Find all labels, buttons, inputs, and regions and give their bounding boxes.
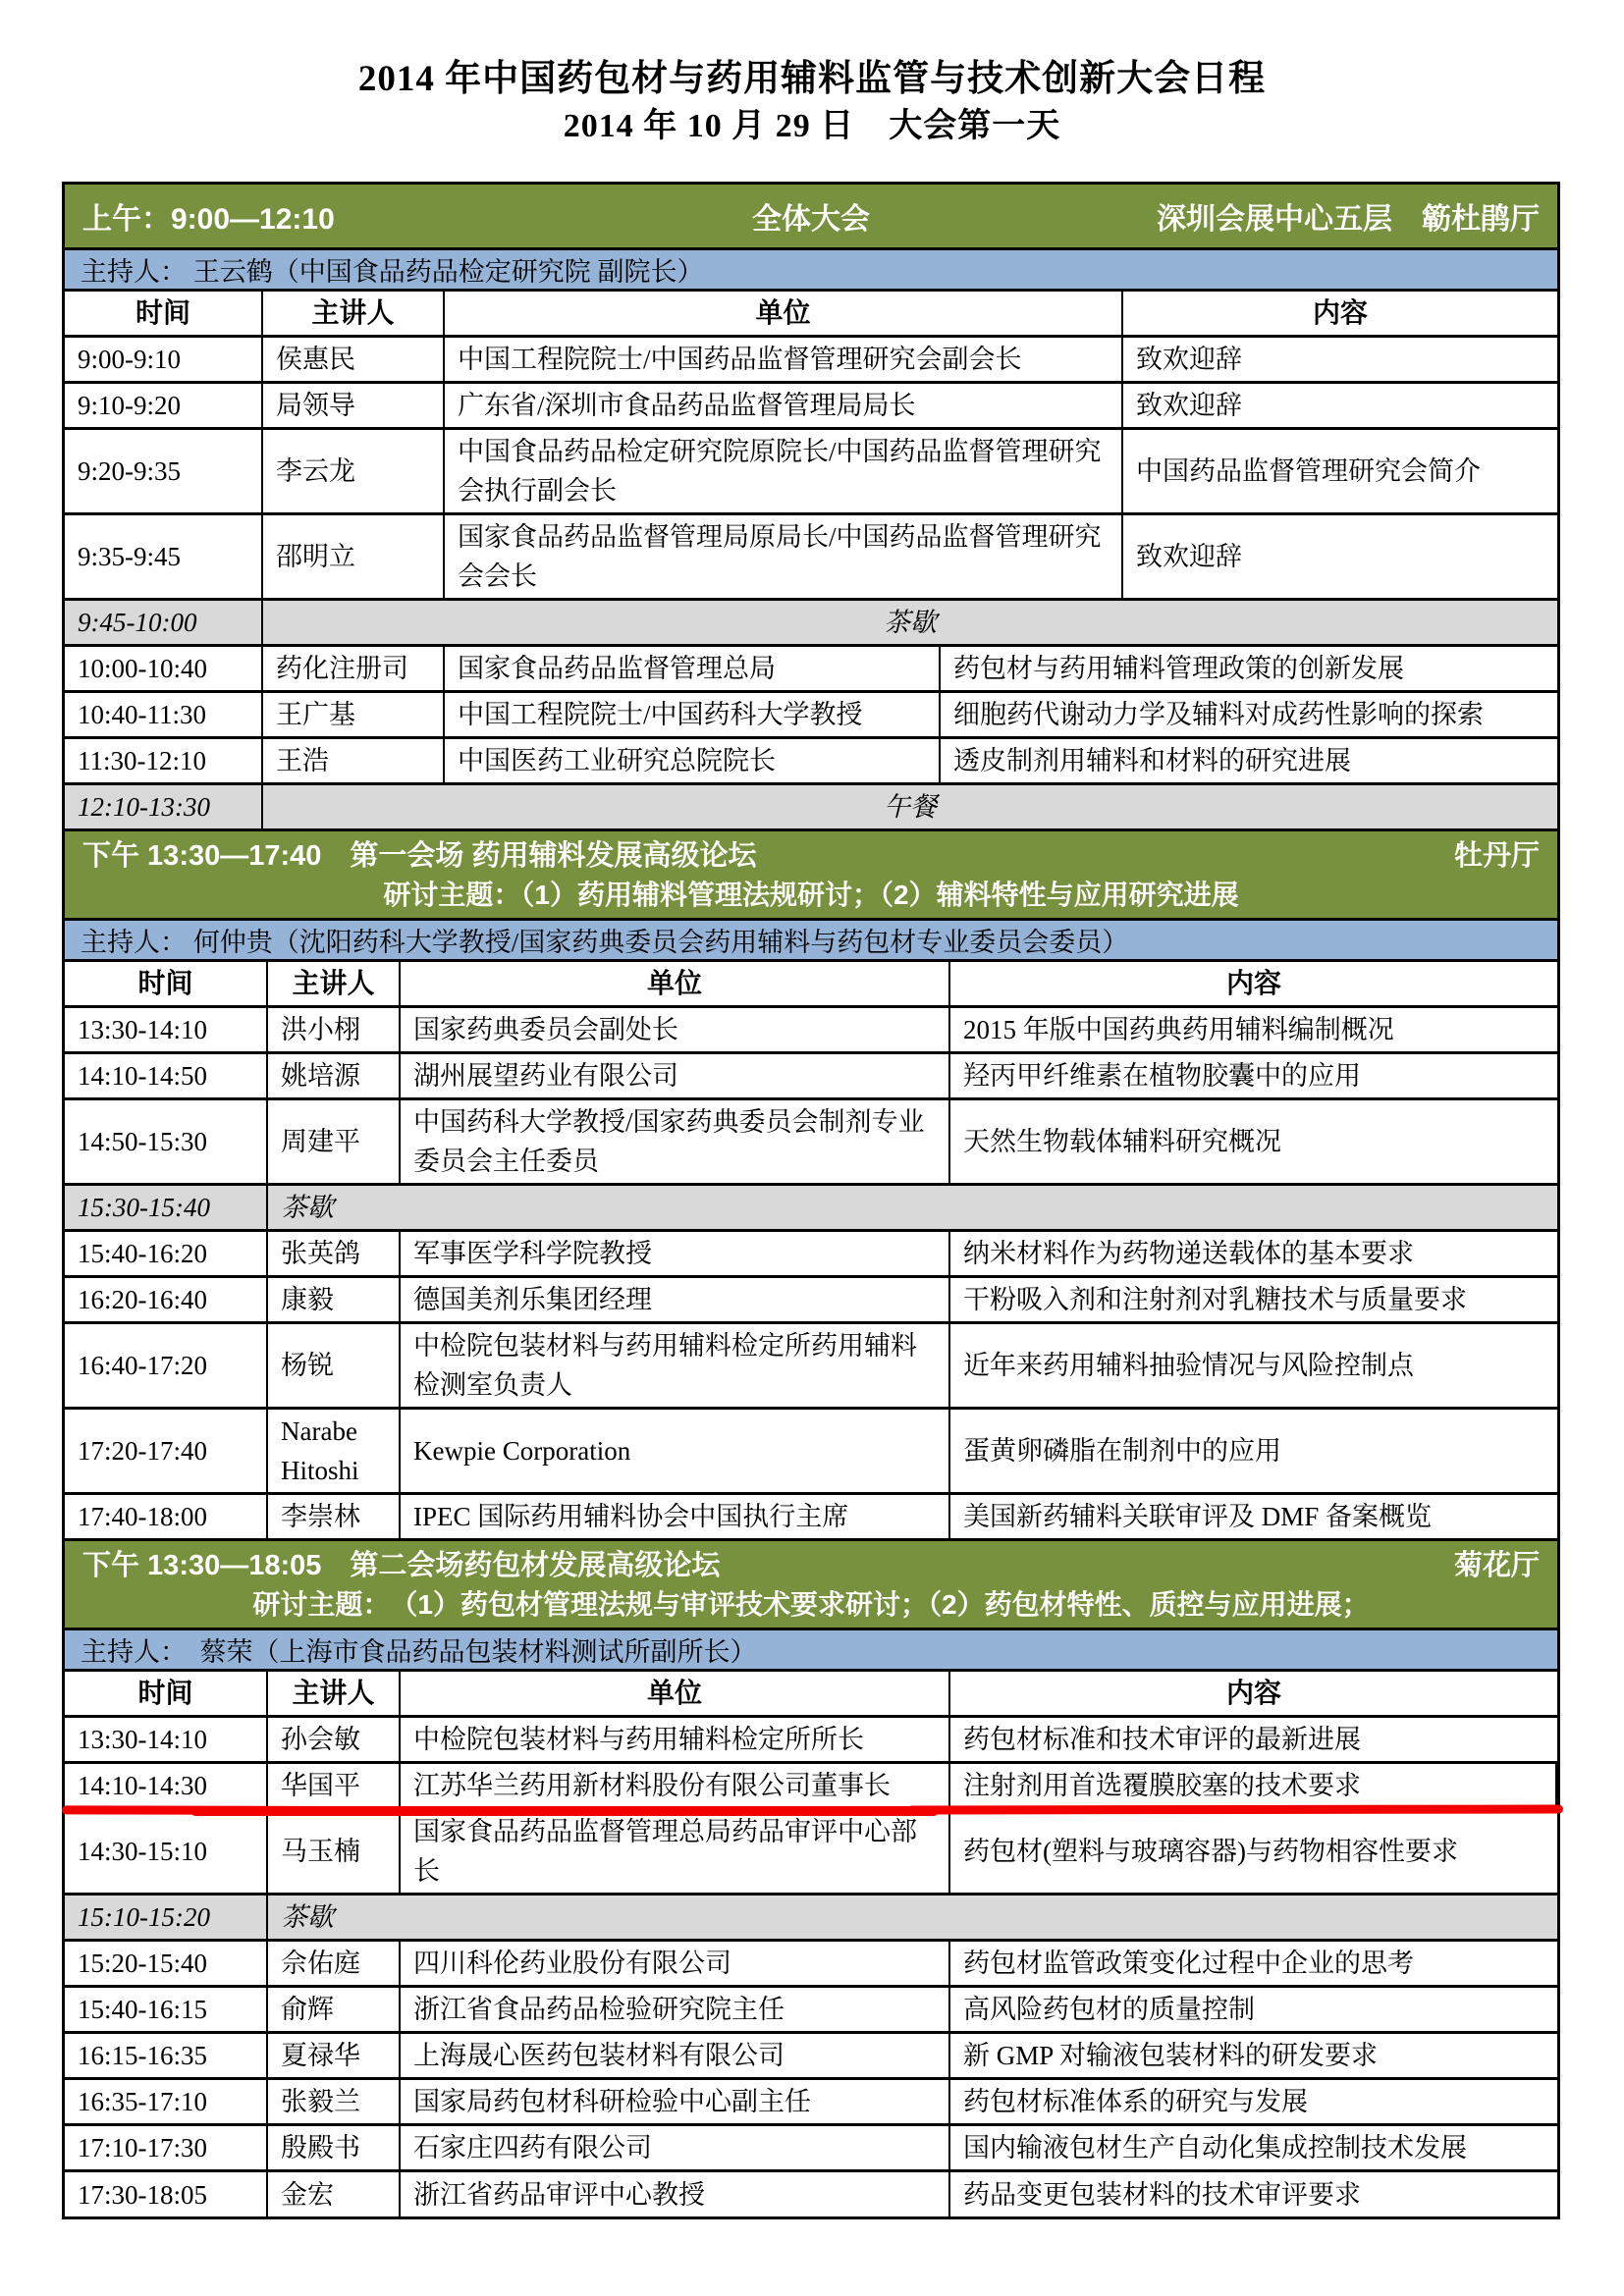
session-banner-line — [65, 831, 1557, 875]
speaker-cell: 周建平 — [268, 1100, 401, 1183]
session-excipients-forum — [65, 831, 1557, 1541]
session-banner-line — [65, 1541, 1557, 1584]
org-cell: 江苏华兰药用新材料股份有限公司董事长 — [401, 1764, 950, 1807]
org-cell: 中国食品药品检定研究院原院长/中国药品监督管理研究会执行副会长 — [445, 430, 1123, 512]
time-cell: 16:20-16:40 — [65, 1278, 268, 1321]
speaker-cell: 李云龙 — [263, 430, 445, 512]
org-cell: IPEC 国际药用辅料协会中国执行主席 — [401, 1495, 950, 1538]
speaker-cell: 王广基 — [263, 693, 445, 736]
org-cell: 广东省/深圳市食品药品监督管理局局长 — [445, 384, 1123, 427]
session-host-bar — [65, 1630, 1557, 1672]
break-label-cell: 午餐 — [884, 792, 937, 822]
speaker-cell: 侯惠民 — [263, 338, 445, 381]
schedule-row — [65, 739, 1557, 785]
session-time-range: 上午：9:00—12:10 — [82, 203, 335, 236]
org-cell: 四川科伦药业股份有限公司 — [401, 1942, 950, 1985]
session-room: 菊花厅 — [1453, 1549, 1540, 1581]
column-header-topic: 内容 — [1312, 297, 1368, 328]
time-cell: 16:15-16:35 — [65, 2034, 268, 2077]
session-room: 牡丹厅 — [1453, 839, 1540, 872]
column-header-org: 单位 — [401, 962, 950, 1005]
topic-cell: 羟丙甲纤维素在植物胶囊中的应用 — [963, 1061, 1361, 1091]
speaker-cell: 李崇林 — [268, 1495, 401, 1538]
speaker-cell: 局领导 — [263, 384, 445, 427]
time-cell: 9:10-9:20 — [65, 384, 263, 427]
topic-cell: 干粉吸入剂和注射剂对乳糖技术与质量要求 — [963, 1285, 1467, 1314]
column-header-time: 时间 — [65, 292, 263, 335]
org-cell: 国家食品药品监督管理局原局长/中国药品监督管理研究会会长 — [445, 515, 1123, 598]
speaker-cell: Narabe Hitoshi — [268, 1410, 401, 1492]
org-cell: 德国美剂乐集团经理 — [401, 1278, 950, 1321]
topic-cell: 天然生物载体辅料研究概况 — [963, 1127, 1281, 1156]
schedule-row — [65, 384, 1557, 430]
schedule-row — [65, 1278, 1557, 1324]
topic-cell: 药品变更包装材料的技术审评要求 — [963, 2179, 1361, 2210]
speaker-cell: 佘佑庭 — [268, 1942, 401, 1985]
column-header-speaker: 主讲人 — [268, 1672, 401, 1715]
topic-cell: 药包材(塑料与玻璃容器)与药物相容性要求 — [963, 1837, 1458, 1866]
column-header-topic: 内容 — [1225, 968, 1281, 998]
time-cell: 17:10-17:30 — [65, 2126, 268, 2169]
topic-cell: 注射剂用首选覆膜胶塞的技术要求 — [950, 1764, 1557, 1807]
break-time-cell: 15:30-15:40 — [65, 1186, 268, 1229]
column-header-org: 单位 — [445, 292, 1123, 335]
schedule-row — [65, 2080, 1557, 2126]
time-cell: 14:10-14:50 — [65, 1054, 268, 1097]
schedule-row — [65, 2034, 1557, 2080]
topic-cell: 蛋黄卵磷脂在制剂中的应用 — [963, 1436, 1281, 1466]
topic-cell: 药包材监管政策变化过程中企业的思考 — [963, 1949, 1414, 1978]
time-cell: 14:50-15:30 — [65, 1100, 268, 1183]
speaker-cell: 杨锐 — [268, 1324, 401, 1407]
column-header-row — [65, 1672, 1557, 1718]
break-row — [65, 785, 1557, 831]
speaker-cell: 俞辉 — [268, 1988, 401, 2031]
break-time-cell: 9:45-10:00 — [65, 601, 263, 644]
column-header-speaker: 主讲人 — [268, 962, 401, 1005]
agenda-table — [62, 182, 1560, 2219]
column-header-org: 单位 — [401, 1672, 950, 1715]
topic-cell: 纳米材料作为药物递送载体的基本要求 — [963, 1239, 1414, 1268]
org-cell: 湖州展望药业有限公司 — [401, 1054, 950, 1097]
time-cell: 16:40-17:20 — [65, 1324, 268, 1407]
topic-cell: 透皮制剂用辅料和材料的研究进展 — [953, 746, 1351, 775]
org-cell: 石家庄四药有限公司 — [401, 2126, 950, 2169]
org-cell: 国家食品药品监督管理总局药品审评中心部长 — [401, 1810, 950, 1893]
time-cell: 16:35-17:10 — [65, 2080, 268, 2123]
time-cell: 17:40-18:00 — [65, 1495, 268, 1538]
org-cell: 上海晟心医药包装材料有限公司 — [401, 2034, 950, 2077]
schedule-row — [65, 2126, 1557, 2172]
break-row — [65, 1186, 1557, 1232]
schedule-row — [65, 1410, 1557, 1495]
speaker-cell: 金宏 — [268, 2172, 401, 2216]
speaker-cell: 张毅兰 — [268, 2080, 401, 2123]
schedule-row — [65, 1764, 1557, 1810]
topic-cell: 药包材标准体系的研究与发展 — [963, 2087, 1308, 2116]
schedule-row — [65, 693, 1557, 739]
org-cell: 中国药科大学教授/国家药典委员会制剂专业委员会主任委员 — [401, 1100, 950, 1183]
red-underline-annotation — [907, 1805, 1563, 1815]
org-cell: 军事医学科学院教授 — [401, 1232, 950, 1275]
topic-cell: 高风险药包材的质量控制 — [963, 1995, 1255, 2024]
time-cell: 10:00-10:40 — [65, 647, 263, 690]
session-plenary — [65, 185, 1557, 831]
time-cell: 15:40-16:15 — [65, 1988, 268, 2031]
time-cell: 9:35-9:45 — [65, 515, 263, 598]
speaker-cell: 华国平 — [268, 1764, 401, 1807]
schedule-row — [65, 1054, 1557, 1100]
session-banner — [65, 1541, 1557, 1630]
session-title: 全体大会 — [752, 203, 870, 236]
time-cell: 17:30-18:05 — [65, 2172, 268, 2216]
org-cell: 国家局药包材科研检验中心副主任 — [401, 2080, 950, 2123]
session-host-text: 主持人： 王云鹤（中国食品药品检定研究院 副院长） — [81, 257, 704, 287]
break-time-cell: 12:10-13:30 — [65, 785, 263, 828]
schedule-row — [65, 1988, 1557, 2034]
topic-cell: 药包材标准和技术审评的最新进展 — [963, 1725, 1361, 1754]
session-banner — [65, 185, 1557, 250]
org-cell: 中国工程院院士/中国药品监督管理研究会副会长 — [445, 338, 1123, 381]
red-underline-annotation — [190, 1806, 939, 1816]
column-header-topic: 内容 — [1225, 1678, 1281, 1708]
org-cell: 国家药典委员会副处长 — [401, 1008, 950, 1051]
topic-cell: 致欢迎辞 — [1136, 391, 1242, 420]
time-cell: 13:30-14:10 — [65, 1008, 268, 1051]
time-cell: 17:20-17:40 — [65, 1410, 268, 1492]
break-label-cell: 茶歇 — [281, 1902, 334, 1932]
speaker-cell: 姚培源 — [268, 1054, 401, 1097]
document-title: 2014 年中国药包材与药用辅料监管与技术创新大会日程 — [357, 59, 1267, 99]
schedule-row — [65, 1718, 1557, 1764]
session-topics: 研讨主题： （1）药包材管理法规与审评技术要求研讨；（2）药包材特性、质控与应用进展； — [252, 1589, 1370, 1620]
schedule-row — [65, 1324, 1557, 1410]
schedule-row — [65, 1008, 1557, 1054]
session-time-range: 下午 13:30—17:40 第一会场 药用辅料发展高级论坛 — [82, 839, 757, 872]
session-banner — [65, 831, 1557, 921]
org-cell: 中国医药工业研究总院院长 — [445, 739, 941, 782]
break-label-cell: 茶歇 — [884, 608, 937, 637]
time-cell: 15:40-16:20 — [65, 1232, 268, 1275]
schedule-row — [65, 430, 1557, 515]
schedule-row — [65, 1100, 1557, 1186]
schedule-row — [65, 1810, 1557, 1896]
topic-cell: 细胞药代谢动力学及辅料对成药性影响的探索 — [953, 700, 1484, 729]
session-host-text: 主持人： 何仲贵（沈阳药科大学教授/国家药典委员会药用辅料与药包材专业委员会委员） — [81, 928, 1129, 957]
time-cell: 13:30-14:10 — [65, 1718, 268, 1761]
speaker-cell: 药化注册司 — [263, 647, 445, 690]
speaker-cell: 邵明立 — [263, 515, 445, 598]
speaker-cell: 张英鸽 — [268, 1232, 401, 1275]
session-host-bar — [65, 250, 1557, 292]
speaker-cell: 殷殿书 — [268, 2126, 401, 2169]
topic-cell: 致欢迎辞 — [1136, 345, 1242, 374]
schedule-row — [65, 1495, 1557, 1541]
time-cell: 15:20-15:40 — [65, 1942, 268, 1985]
time-cell: 9:20-9:35 — [65, 430, 263, 512]
break-time-cell: 15:10-15:20 — [65, 1896, 268, 1939]
schedule-row — [65, 1942, 1557, 1988]
session-topics: 研讨主题：（1）药用辅料管理法规研讨；（2）辅料特性与应用研究进展 — [383, 880, 1239, 910]
break-row — [65, 1896, 1557, 1942]
schedule-row — [65, 2172, 1557, 2216]
time-cell: 14:10-14:30 — [65, 1764, 268, 1807]
speaker-cell: 夏禄华 — [268, 2034, 401, 2077]
speaker-cell: 孙会敏 — [268, 1718, 401, 1761]
topic-cell: 国内输液包材生产自动化集成控制技术发展 — [963, 2133, 1467, 2163]
topic-cell: 致欢迎辞 — [1136, 542, 1242, 571]
session-room: 深圳会展中心五层 簕杜鹃厅 — [1157, 203, 1540, 236]
org-cell: 中检院包装材料与药用辅料检定所所长 — [401, 1718, 950, 1761]
column-header-row — [65, 962, 1557, 1008]
break-label-cell: 茶歇 — [281, 1193, 334, 1222]
column-header-time: 时间 — [65, 962, 268, 1005]
session-host-text: 主持人： 蔡荣（上海市食品药品包装材料测试所副所长） — [81, 1637, 757, 1667]
time-cell: 14:30-15:10 — [65, 1810, 268, 1893]
schedule-row — [65, 647, 1557, 693]
org-cell: 中检院包装材料与药用辅料检定所药用辅料检测室负责人 — [401, 1324, 950, 1407]
topic-cell: 药包材与药用辅料管理政策的创新发展 — [953, 654, 1404, 683]
break-row — [65, 601, 1557, 647]
org-cell: 国家食品药品监督管理总局 — [445, 647, 941, 690]
column-header-time: 时间 — [65, 1672, 268, 1715]
topic-cell: 2015 年版中国药典药用辅料编制概况 — [963, 1015, 1394, 1044]
topic-cell: 新 GMP 对输液包装材料的研发要求 — [963, 2041, 1379, 2070]
topic-cell: 美国新药辅料关联审评及 DMF 备案概览 — [963, 1502, 1433, 1531]
session-packaging-forum — [65, 1541, 1557, 2216]
document-header — [0, 55, 1624, 149]
topic-cell: 近年来药用辅料抽验情况与风险控制点 — [963, 1351, 1414, 1380]
speaker-cell: 洪小栩 — [268, 1008, 401, 1051]
schedule-row — [65, 515, 1557, 601]
session-banner-line — [65, 185, 1557, 247]
schedule-row — [65, 338, 1557, 384]
document-subtitle: 2014 年 10 月 29 日 大会第一天 — [563, 108, 1061, 144]
time-cell: 10:40-11:30 — [65, 693, 263, 736]
column-header-speaker: 主讲人 — [263, 292, 445, 335]
time-cell: 11:30-12:10 — [65, 739, 263, 782]
org-cell: 中国工程院院士/中国药科大学教授 — [445, 693, 941, 736]
session-host-bar — [65, 921, 1557, 962]
speaker-cell: 康毅 — [268, 1278, 401, 1321]
speaker-cell: 马玉楠 — [268, 1810, 401, 1893]
org-cell: Kewpie Corporation — [401, 1410, 950, 1492]
org-cell: 浙江省食品药品检验研究院主任 — [401, 1988, 950, 2031]
column-header-row — [65, 292, 1557, 338]
schedule-row — [65, 1232, 1557, 1278]
time-cell: 9:00-9:10 — [65, 338, 263, 381]
session-time-range: 下午 13:30—18:05 第二会场药包材发展高级论坛 — [82, 1549, 721, 1581]
topic-cell: 中国药品监督管理研究会简介 — [1136, 456, 1481, 486]
org-cell: 浙江省药品审评中心教授 — [401, 2172, 950, 2216]
speaker-cell: 王浩 — [263, 739, 445, 782]
